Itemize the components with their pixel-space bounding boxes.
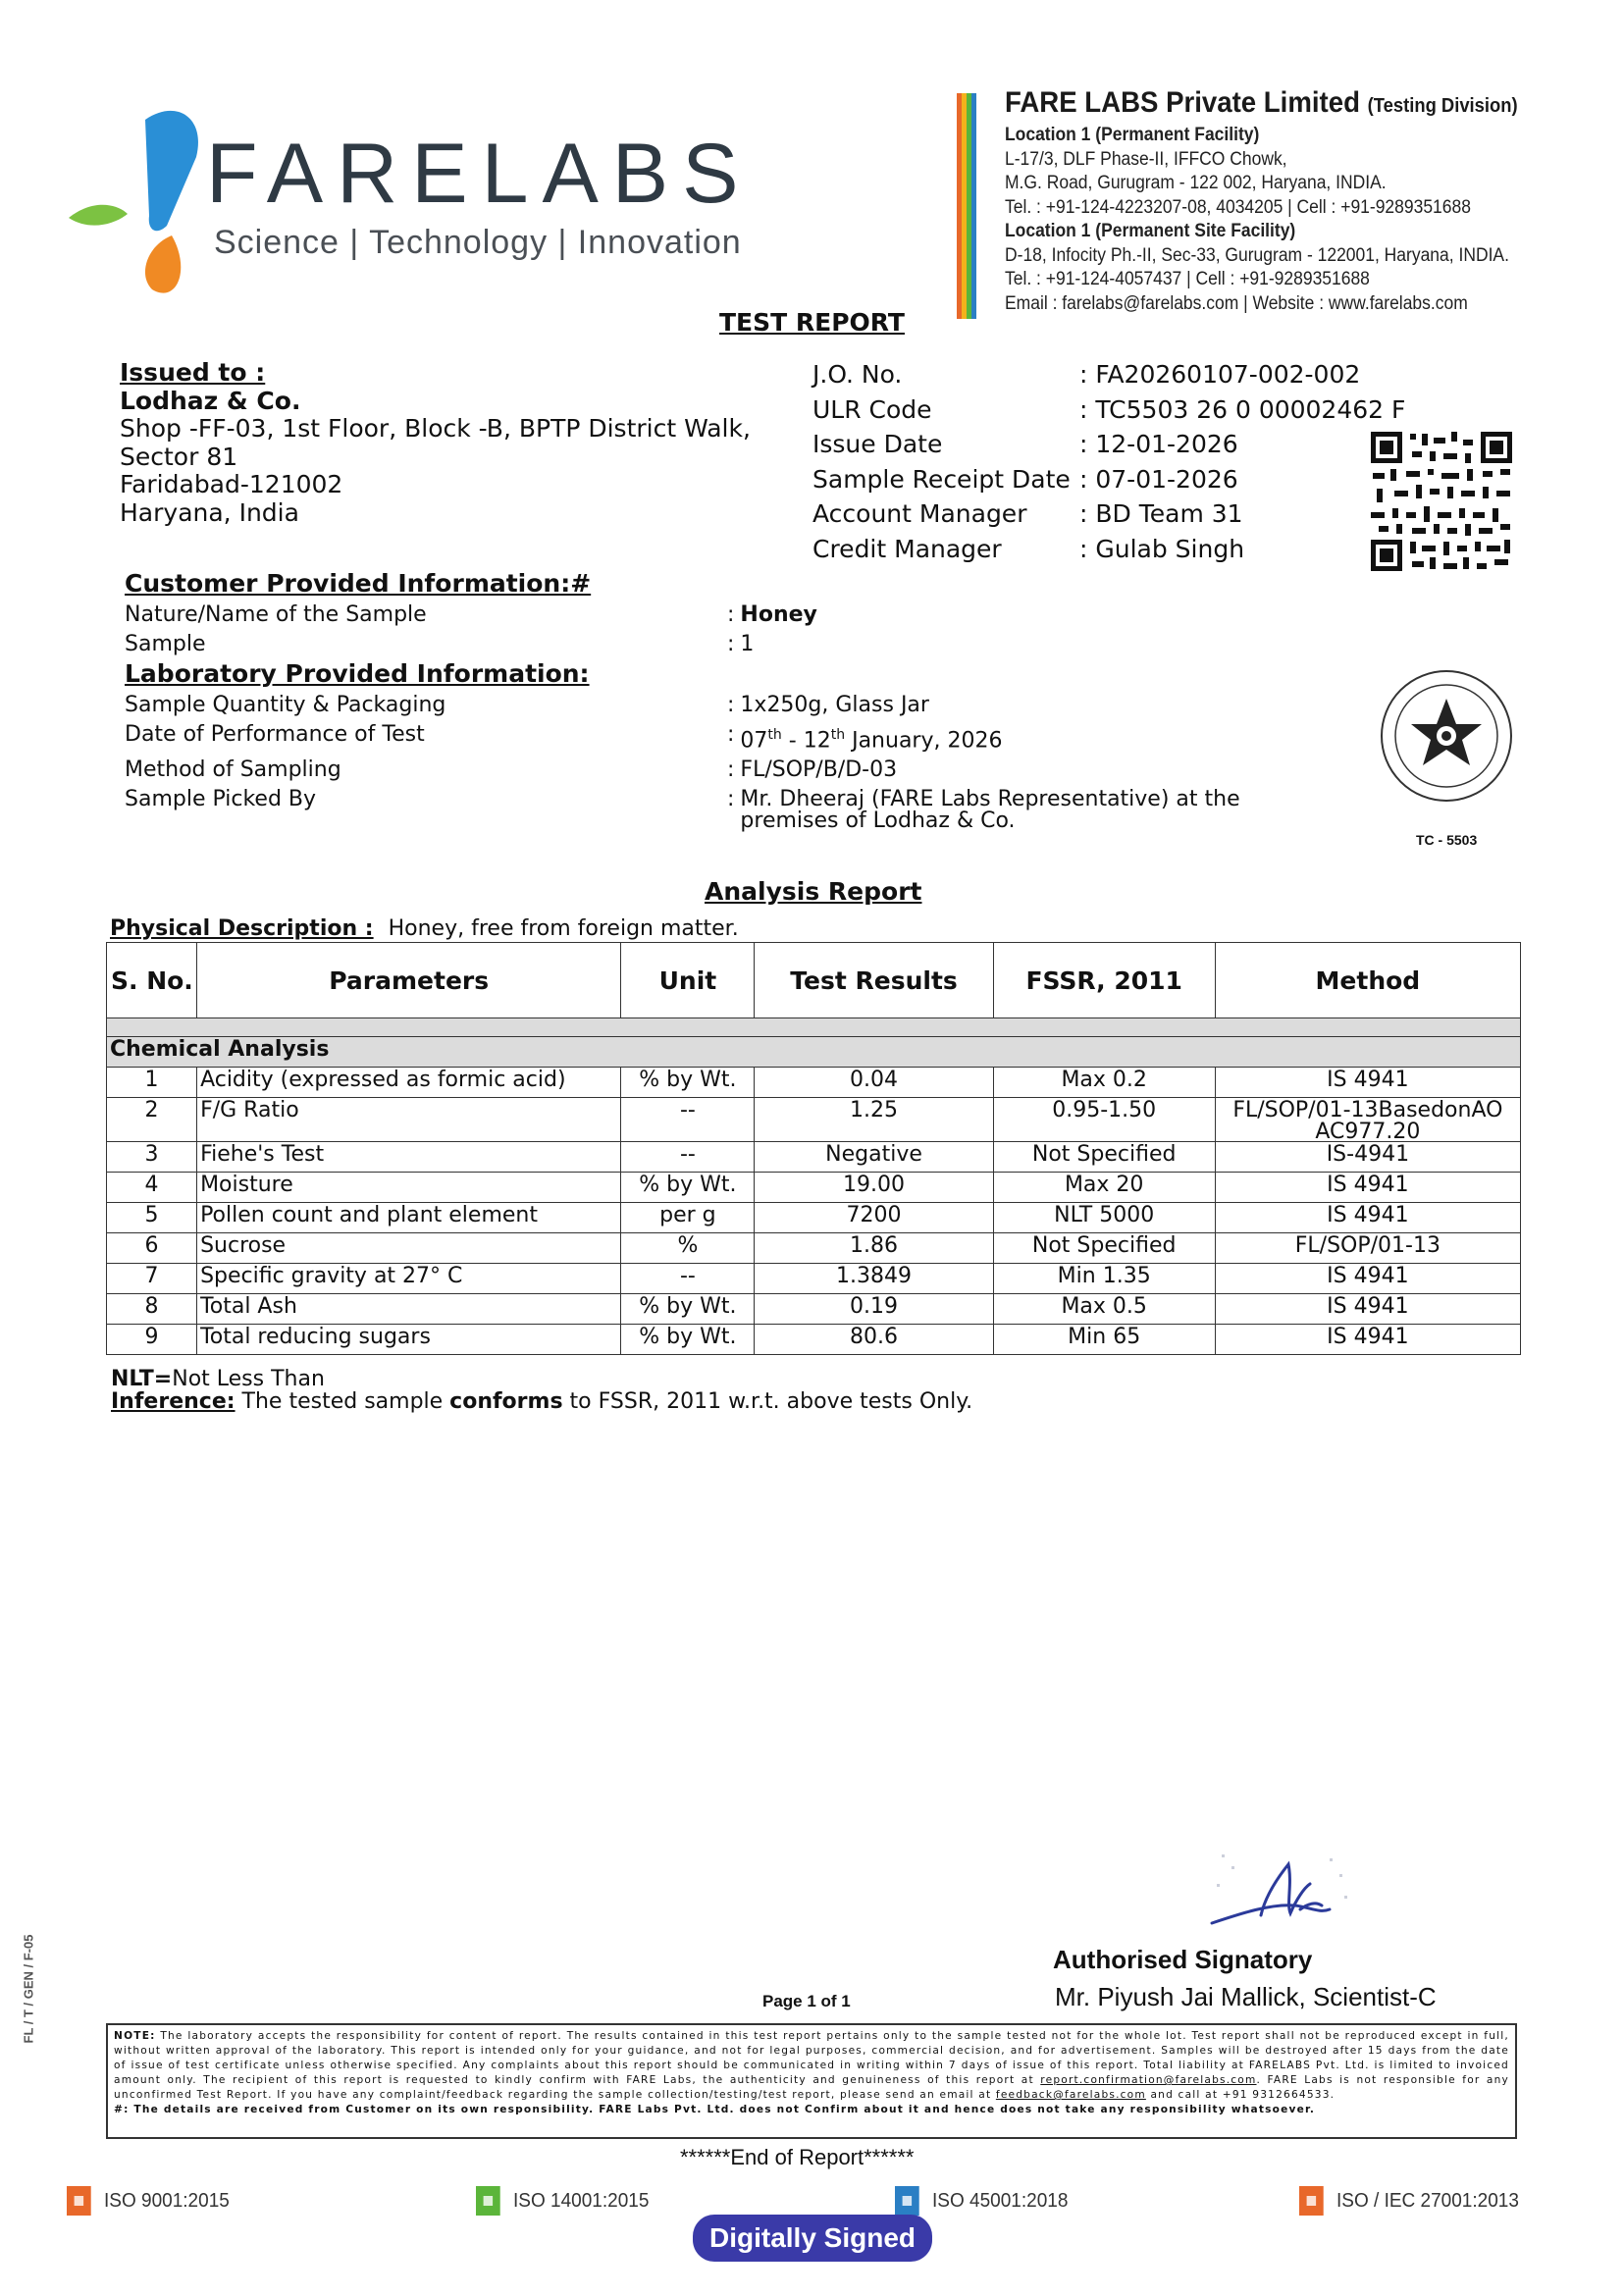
table-row (107, 1294, 1521, 1325)
address-line: Shop -FF-03, 1st Floor, Block -B, BPTP District Walk, (120, 414, 751, 443)
customer-info-rows (125, 600, 1302, 659)
iso-icon (1299, 2186, 1324, 2216)
company-line: Tel. : +91-124-4057437 | Cell : +91-9289351688 (1005, 269, 1370, 289)
table-row (107, 1325, 1521, 1355)
info-row: Sample Picked By : Mr. Dheeraj (FARE Labs Representative) at the premises of Lodhaz & Co. (125, 787, 1240, 834)
cell-parameter: Specific gravity at 27° C (197, 1264, 621, 1294)
cell-parameter: F/G Ratio (197, 1098, 621, 1142)
company-line: Location 1 (Permanent Facility) (1005, 125, 1260, 145)
logo-mark-icon (59, 88, 216, 314)
end-of-report: ******End of Report****** (680, 2145, 915, 2169)
section-row (107, 1018, 1521, 1037)
cell-unit: % by Wt. (621, 1068, 755, 1098)
issued-to-block (120, 359, 751, 527)
cell-result: 7200 (755, 1203, 993, 1233)
company-line: Tel. : +91-124-4223207-08, 4034205 | Cell : +91-9289351688 (1005, 196, 1471, 218)
cell-parameter: Moisture (197, 1173, 621, 1203)
col-header: Method (1215, 943, 1520, 1018)
cell-method: IS 4941 (1215, 1173, 1520, 1203)
col-header: Parameters (197, 943, 621, 1018)
form-code: FL / T / GEN / F-05 (21, 1934, 36, 2044)
info-row: Sample Quantity & Packaging : 1x250g, Glass Jar (125, 693, 929, 717)
feedback-email-link[interactable]: feedback@farelabs.com (995, 2089, 1146, 2101)
cell-method: IS-4941 (1215, 1142, 1520, 1173)
cell-method: IS 4941 (1215, 1294, 1520, 1325)
logo-tagline: Science | Technology | Innovation (214, 224, 742, 261)
company-division: (Testing Division) (1367, 95, 1518, 117)
cell-sno: 1 (107, 1068, 197, 1098)
cell-sno: 2 (107, 1098, 197, 1142)
cell-unit: % by Wt. (621, 1325, 755, 1355)
table-row (107, 1233, 1521, 1264)
digitally-signed-badge: Digitally Signed (693, 2215, 932, 2262)
cell-parameter: Sucrose (197, 1233, 621, 1264)
cell-sno: 7 (107, 1264, 197, 1294)
cell-unit: per g (621, 1203, 755, 1233)
cell-limit: Max 0.2 (993, 1068, 1215, 1098)
cell-unit: -- (621, 1142, 755, 1173)
issued-to-label: Issued to : (120, 358, 266, 387)
iso-badge: ISO 9001:2015 (67, 2186, 230, 2216)
cell-result: 1.86 (755, 1233, 993, 1264)
company-line: Email : farelabs@farelabs.com | Website : www.farelabs.com (1005, 292, 1468, 314)
cell-method: FL/SOP/01-13 (1215, 1233, 1520, 1264)
table-header-row (107, 943, 1521, 1018)
iso-icon (67, 2186, 91, 2216)
cell-limit: 0.95-1.50 (993, 1098, 1215, 1142)
disclaimer-note: NOTE: The laboratory accepts the responsibility for content of report. The results contained in this test report pertains only to the sample tested not for the whole lot. Test report shall not be reproduced except in full, without written approval of the laboratory. This report is intended only for your guidance, and not for legal purposes, commercial decision, and for advertisement. Samples will be destroyed after 15 days from the date of issue of test certificate unless otherwise specified. Any complaints about this report should be communicated in writing within 7 days of issue of this report. Total liability at FARELABS Pvt. Ltd. is limited to invoiced amount only. The recipient of this report is requested to kindly confirm with FARE Labs, the authenticity and genuineness of this report at report.confirmation@farelabs.com. FARE Labs is not responsible for any unconfirmed Test Report. If you have any complaint/feedback regarding the sample collection/testing/test report, please send an email at feedback@farelabs.com and call at +91 9312664533. #: The details are received from Customer on its own responsibility. FARE Labs Pvt. Ltd. does not Confirm about it and hence does not take any responsibility whatsoever. (106, 2023, 1517, 2139)
cell-result: 80.6 (755, 1325, 993, 1355)
cell-limit: NLT 5000 (993, 1203, 1215, 1233)
cell-method: IS 4941 (1215, 1203, 1520, 1233)
cell-result: 19.00 (755, 1173, 993, 1203)
cell-sno: 8 (107, 1294, 197, 1325)
iso-badge: ISO 14001:2015 (476, 2186, 649, 2216)
signature-image (1202, 1845, 1359, 1943)
table-row (107, 1068, 1521, 1098)
accreditation-code: TC - 5503 (1416, 832, 1478, 848)
job-info-row: ULR Code : TC5503 26 0 00002462 F (812, 394, 1406, 424)
cell-sno: 4 (107, 1173, 197, 1203)
company-line: L-17/3, DLF Phase-II, IFFCO Chowk, (1005, 148, 1287, 170)
cell-sno: 5 (107, 1203, 197, 1233)
cell-result: 1.3849 (755, 1264, 993, 1294)
col-header: FSSR, 2011 (993, 943, 1215, 1018)
inference: Inference: The tested sample conforms to FSSR, 2011 w.r.t. above tests Only. (111, 1389, 973, 1414)
cell-unit: -- (621, 1264, 755, 1294)
report-title: TEST REPORT (719, 308, 905, 337)
analysis-table (106, 942, 1521, 1355)
cell-unit: % (621, 1233, 755, 1264)
table-row (107, 1142, 1521, 1173)
cell-sno: 3 (107, 1142, 197, 1173)
cell-result: 0.19 (755, 1294, 993, 1325)
table-row (107, 1098, 1521, 1142)
cell-sno: 9 (107, 1325, 197, 1355)
cell-limit: Max 20 (993, 1173, 1215, 1203)
address-line: Haryana, India (120, 497, 299, 527)
address-line: Faridabad-121002 (120, 470, 343, 498)
address-line: Sector 81 (120, 442, 238, 471)
job-info-row: Credit Manager : Gulab Singh (812, 534, 1245, 563)
page-number: Page 1 of 1 (762, 1992, 851, 2010)
cell-method: IS 4941 (1215, 1264, 1520, 1294)
company-block (1005, 86, 1613, 316)
cell-method: FL/SOP/01-13BasedonAO AC977.20 (1215, 1098, 1520, 1142)
iso-badge: ISO / IEC 27001:2013 (1299, 2186, 1519, 2216)
cell-parameter: Total reducing sugars (197, 1325, 621, 1355)
cell-limit: Min 1.35 (993, 1264, 1215, 1294)
confirmation-email-link[interactable]: report.confirmation@farelabs.com (1040, 2074, 1257, 2086)
cell-method: IS 4941 (1215, 1325, 1520, 1355)
physical-description-label: Physical Description : (110, 916, 374, 941)
info-row: Nature/Name of the Sample : Honey (125, 602, 817, 627)
job-info-row: J.O. No. : FA20260107-002-002 (812, 360, 1361, 389)
customer-info-heading: Customer Provided Information:# (125, 569, 592, 598)
cell-result: 1.25 (755, 1098, 993, 1142)
info-row: Sample : 1 (125, 632, 755, 656)
cell-unit: -- (621, 1098, 755, 1142)
table-row (107, 1203, 1521, 1233)
cell-sno: 6 (107, 1233, 197, 1264)
lab-info-heading: Laboratory Provided Information: (125, 659, 590, 688)
lab-info-rows (125, 691, 1302, 832)
cell-parameter: Pollen count and plant element (197, 1203, 621, 1233)
cell-unit: % by Wt. (621, 1294, 755, 1325)
iso-icon (476, 2186, 500, 2216)
farelabs-logo (59, 88, 864, 314)
analysis-title: Analysis Report (705, 877, 922, 906)
company-line: D-18, Infocity Ph.-II, Sec-33, Gurugram - 122001, Haryana, INDIA. (1005, 244, 1509, 266)
cell-limit: Min 65 (993, 1325, 1215, 1355)
cell-parameter: Acidity (expressed as formic acid) (197, 1068, 621, 1098)
cell-parameter: Fiehe's Test (197, 1142, 621, 1173)
table-row (107, 1173, 1521, 1203)
signatory-name: Mr. Piyush Jai Mallick, Scientist-C (1055, 1982, 1437, 2011)
cell-limit: Max 0.5 (993, 1294, 1215, 1325)
job-info-row: Issue Date : 12-01-2026 (812, 430, 1238, 458)
table-row (107, 1264, 1521, 1294)
col-header: Unit (621, 943, 755, 1018)
company-line: M.G. Road, Gurugram - 122 002, Haryana, INDIA. (1005, 173, 1387, 193)
header-color-bar (957, 93, 976, 319)
col-header: Test Results (755, 943, 993, 1018)
job-info-row: Account Manager : BD Team 31 (812, 499, 1243, 528)
cell-result: Negative (755, 1142, 993, 1173)
cell-parameter: Total Ash (197, 1294, 621, 1325)
job-info-row: Sample Receipt Date : 07-01-2026 (812, 464, 1238, 494)
cell-result: 0.04 (755, 1068, 993, 1098)
nlt-note: NLT=Not Less Than (111, 1367, 325, 1391)
section-row: Chemical Analysis (107, 1037, 1521, 1068)
job-info (812, 357, 1405, 566)
signatory-title: Authorised Signatory (1053, 1945, 1313, 1974)
company-name: FARE LABS Private Limited (1005, 86, 1360, 119)
physical-description-value: Honey, free from foreign matter. (388, 916, 739, 941)
cell-limit: Not Specified (993, 1233, 1215, 1264)
col-header: S. No. (107, 943, 197, 1018)
company-line: Location 1 (Permanent Site Facility) (1005, 221, 1296, 241)
customer-name: Lodhaz & Co. (120, 386, 301, 415)
logo-wordmark: FARELABS (206, 127, 753, 221)
cell-method: IS 4941 (1215, 1068, 1520, 1098)
physical-description (110, 916, 739, 941)
iso-icon (895, 2186, 919, 2216)
accreditation-seal-icon (1372, 667, 1521, 814)
cell-limit: Not Specified (993, 1142, 1215, 1173)
info-row: Date of Performance of Test : 07th - 12th January, 2026 (125, 722, 1003, 754)
qr-code-icon (1369, 430, 1514, 573)
info-row: Method of Sampling : FL/SOP/B/D-03 (125, 757, 898, 783)
iso-badge: ISO 45001:2018 (895, 2186, 1068, 2216)
cell-unit: % by Wt. (621, 1173, 755, 1203)
